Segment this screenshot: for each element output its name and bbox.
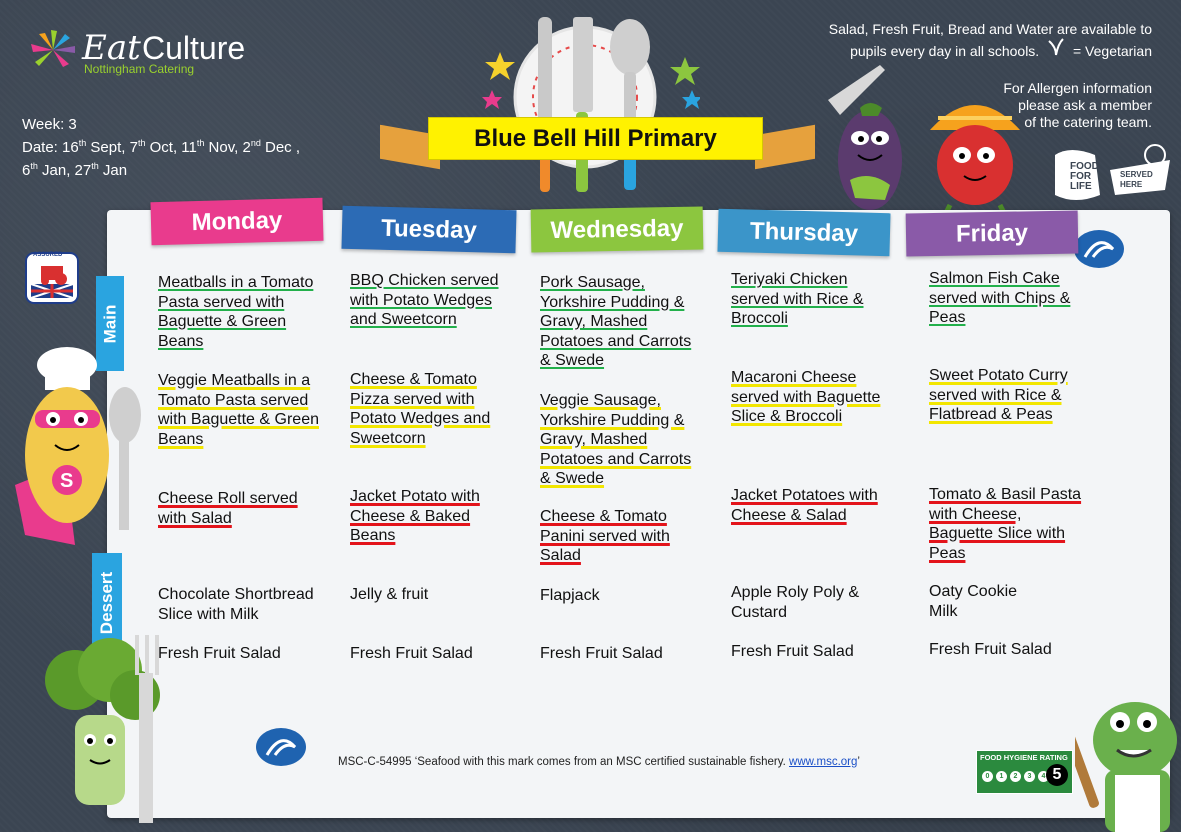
menu-line: Potatoes and Carrots: [540, 450, 692, 468]
main-meal-thursday: [731, 270, 913, 329]
menu-line: Fresh Fruit Salad: [350, 645, 473, 662]
msc-footer-note: MSC-C-54995 ‘Seafood with this mark comes from an MSC certified sustainable fishery. www.msc.org’: [338, 756, 860, 768]
plate-cutlery-illustration-icon: [470, 12, 700, 192]
menu-line: Fresh Fruit Salad: [731, 643, 854, 660]
ribbon-right: [755, 125, 815, 170]
menu-line: Yorkshire Pudding &: [540, 293, 685, 311]
menu-line: Fresh Fruit Salad: [540, 645, 663, 662]
menu-line: Milk: [929, 602, 958, 620]
menu-line: Panini served with: [540, 527, 670, 545]
msc-fish-badge-footer: [256, 728, 306, 766]
vegetarian-meal-monday: [158, 371, 340, 449]
menu-line: Oaty Cookie: [929, 583, 1018, 600]
fruit-item-monday: [158, 644, 340, 664]
week-dates-cont: 6th Jan, 27th Jan: [22, 161, 128, 179]
potato-superhero-character-icon: [5, 345, 155, 560]
menu-line: Pork Sausage,: [540, 274, 645, 291]
menu-line: Cheese Roll served: [158, 490, 298, 507]
menu-line: Meatballs in a Tomato: [158, 274, 314, 291]
menu-line: Salmon Fish Cake: [929, 270, 1060, 287]
dessert-item-friday: [929, 582, 1111, 621]
menu-line: Veggie Sausage,: [540, 392, 661, 409]
menu-line: Flatbread & Peas: [929, 406, 1053, 423]
food-for-life-badge: FOOD FOR LIFE SERVED HERE: [1050, 140, 1174, 228]
menu-line: and Sweetcorn: [350, 311, 457, 328]
menu-line: Cheese & Tomato: [540, 508, 667, 525]
menu-line: Baguette & Green: [158, 313, 287, 330]
sunburst-logo-icon: [28, 30, 78, 70]
aubergine-character-icon: [820, 60, 920, 220]
eat-culture-logo: [28, 28, 278, 78]
menu-line: Flapjack: [540, 587, 600, 604]
fruit-item-wednesday: [540, 644, 722, 664]
menu-line: Macaroni Cheese: [731, 369, 857, 386]
menu-line: Chocolate Shortbread: [158, 586, 314, 603]
availability-note: Salad, Fresh Fruit, Bread and Water are available to pupils every day in all schools. = Vegetarian: [828, 21, 1152, 59]
vegetarian-meal-wednesday: [540, 391, 722, 489]
menu-line: Slice with Milk: [158, 605, 259, 623]
dessert-item-tuesday: [350, 585, 532, 605]
week-number: Week: 3: [22, 116, 77, 133]
menu-line: served with Chips &: [929, 289, 1071, 307]
menu-line: Beans: [158, 430, 204, 448]
menu-line: Beans: [350, 527, 396, 544]
msc-fish-icon: [263, 735, 299, 759]
main-section-label: Main: [96, 276, 124, 371]
menu-line: Cheese & Salad: [731, 506, 847, 524]
menu-line: Jelly & fruit: [350, 586, 429, 603]
menu-line: Yorkshire Pudding &: [540, 411, 685, 429]
menu-line: served with Baguette: [731, 388, 881, 406]
menu-line: Salad: [540, 547, 581, 564]
menu-line: served with Rice &: [731, 290, 864, 308]
menu-line: Cheese & Baked: [350, 507, 471, 525]
main-meal-monday: [158, 273, 340, 351]
menu-line: served with Rice &: [929, 386, 1062, 404]
fruit-item-friday: [929, 640, 1111, 660]
menu-line: Potatoes and Carrots: [540, 332, 692, 350]
menu-line: Tomato Pasta served: [158, 391, 309, 409]
menu-line: BBQ Chicken served: [350, 272, 499, 289]
week-info: [22, 115, 362, 180]
red-tractor-icon: [23, 250, 81, 306]
alternative-meal-friday: [929, 485, 1111, 563]
vegetarian-meal-tuesday: [350, 370, 532, 448]
alternative-meal-tuesday: [350, 487, 532, 546]
dessert-item-thursday: [731, 583, 913, 622]
menu-line: with Baguette & Green: [158, 411, 319, 428]
dessert-item-monday: [158, 585, 340, 624]
vegetarian-meal-friday: [929, 366, 1111, 425]
menu-line: with Cheese,: [929, 505, 1022, 523]
tab-monday: Monday: [150, 198, 323, 245]
menu-line: with Potato Wedges: [350, 291, 493, 309]
menu-line: Veggie Meatballs in a: [158, 372, 311, 389]
menu-line: Peas: [929, 309, 966, 326]
broccoli-character-icon: [35, 635, 170, 832]
tab-thursday: Thursday: [717, 209, 890, 256]
vegetarian-meal-thursday: [731, 368, 913, 427]
tab-wednesday: Wednesday: [531, 207, 704, 253]
alternative-meal-thursday: [731, 486, 913, 525]
menu-line: Apple Roly Poly &: [731, 584, 860, 601]
pea-character-icon: [1075, 690, 1181, 832]
menu-line: Gravy, Mashed: [540, 431, 648, 448]
menu-line: Fresh Fruit Salad: [158, 645, 281, 662]
tab-friday: Friday: [906, 211, 1079, 257]
menu-line: Pasta served with: [158, 293, 285, 311]
menu-line: Teriyaki Chicken: [731, 271, 848, 288]
allergen-note: For Allergen information please ask a member of the catering team.: [1003, 80, 1152, 130]
week-dates: Date: 16th Sept, 7th Oct, 11th Nov, 2nd Dec ,: [22, 138, 301, 156]
dessert-section-label: Dessert: [92, 553, 122, 653]
food-hygiene-rating-badge: FOOD HYGIENE RATING 0 1 2 3 4 5: [976, 750, 1073, 794]
main-meal-friday: [929, 269, 1111, 328]
main-meal-tuesday: [350, 271, 532, 330]
vegetarian-leaf-icon: [1047, 38, 1065, 56]
menu-line: Broccoli: [731, 310, 788, 327]
menu-line: Tomato & Basil Pasta: [929, 486, 1082, 503]
menu-line: Gravy, Mashed: [540, 313, 648, 330]
dessert-item-wednesday: [540, 586, 722, 606]
main-meal-wednesday: [540, 273, 722, 371]
menu-line: Custard: [731, 603, 788, 621]
menu-line: & Swede: [540, 470, 605, 487]
logo-culture-text: Culture: [142, 30, 246, 66]
logo-subtitle: Nottingham Catering: [84, 62, 195, 76]
menu-line: Slice & Broccoli: [731, 408, 843, 425]
tomato-character-icon: [920, 90, 1030, 220]
menu-line: Sweet Potato Curry: [929, 367, 1068, 384]
tab-tuesday: Tuesday: [341, 206, 516, 254]
menu-line: Sweetcorn: [350, 429, 426, 447]
svg-text:S: S: [60, 470, 74, 492]
menu-line: Fresh Fruit Salad: [929, 641, 1052, 658]
msc-fish-icon: [1081, 237, 1117, 261]
menu-line: Baguette Slice with: [929, 525, 1066, 542]
menu-line: Jacket Potato with: [350, 488, 480, 505]
msc-fish-badge-top: [1074, 230, 1124, 268]
food-for-life-icon: [1050, 140, 1174, 210]
hygiene-score: 5: [1046, 764, 1068, 786]
assured-food-standards-badge: ASSURED: [23, 250, 81, 306]
alternative-meal-wednesday: [540, 507, 722, 566]
menu-line: & Swede: [540, 352, 605, 369]
menu-line: Pizza served with: [350, 390, 475, 408]
fruit-item-tuesday: [350, 644, 532, 664]
menu-line: Potato Wedges and: [350, 410, 491, 427]
school-name-banner: Blue Bell Hill Primary: [428, 117, 763, 160]
menu-line: Cheese & Tomato: [350, 371, 477, 388]
menu-line: Peas: [929, 544, 966, 562]
alternative-meal-monday: [158, 489, 340, 528]
logo-eat-text: Eat: [82, 28, 141, 68]
menu-line: Jacket Potatoes with: [731, 487, 878, 504]
menu-line: Beans: [158, 332, 204, 350]
menu-line: with Salad: [158, 509, 232, 527]
fruit-item-thursday: [731, 642, 913, 662]
msc-link[interactable]: www.msc.org: [789, 756, 858, 768]
